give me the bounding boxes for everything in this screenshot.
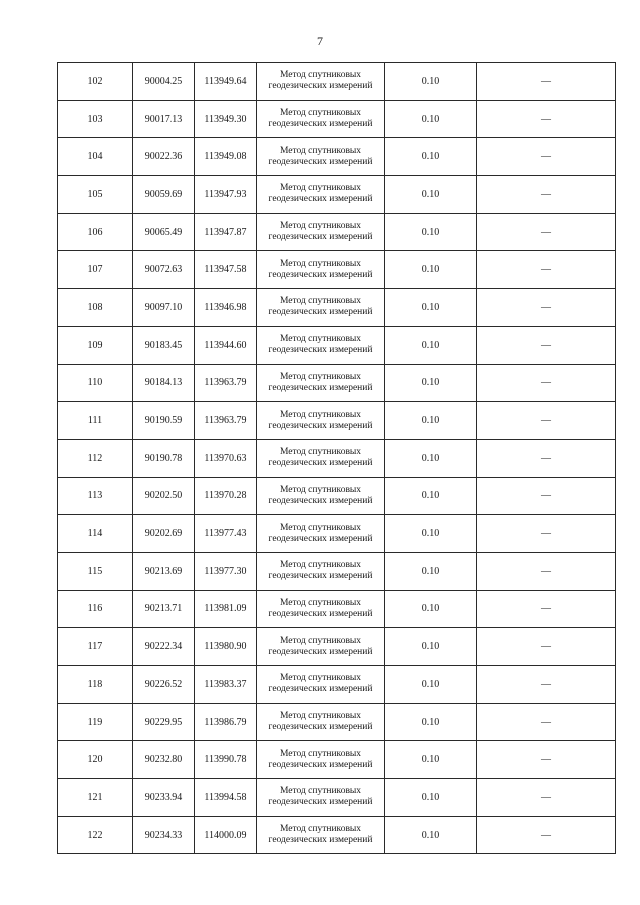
method-line-1: Метод спутниковых — [279, 522, 362, 533]
description-cell: — — [477, 552, 616, 590]
method-cell — [257, 703, 385, 741]
point-number-cell: 105 — [58, 176, 133, 214]
x-coordinate-cell: 90213.71 — [133, 590, 195, 628]
table-row — [58, 439, 616, 477]
y-coordinate-cell: 113949.64 — [195, 63, 257, 101]
y-coordinate-cell: 113946.98 — [195, 289, 257, 327]
method-line-2: геодезических измерений — [268, 382, 373, 393]
point-number-cell: 113 — [58, 477, 133, 515]
method-line-1: Метод спутниковых — [279, 371, 362, 382]
description-cell: — — [477, 100, 616, 138]
description-cell: — — [477, 779, 616, 817]
table-row — [58, 477, 616, 515]
description-cell: — — [477, 364, 616, 402]
description-cell: — — [477, 402, 616, 440]
x-coordinate-cell: 90065.49 — [133, 213, 195, 251]
x-coordinate-cell: 90229.95 — [133, 703, 195, 741]
point-number-cell: 106 — [58, 213, 133, 251]
description-cell: — — [477, 741, 616, 779]
description-cell: — — [477, 666, 616, 704]
method-line-1: Метод спутниковых — [279, 635, 362, 646]
table-row — [58, 816, 616, 854]
x-coordinate-cell: 90234.33 — [133, 816, 195, 854]
method-cell — [257, 213, 385, 251]
point-number-cell: 107 — [58, 251, 133, 289]
point-number-cell: 121 — [58, 779, 133, 817]
method-line-1: Метод спутниковых — [279, 560, 362, 571]
y-coordinate-cell: 113947.93 — [195, 176, 257, 214]
y-coordinate-cell: 113947.58 — [195, 251, 257, 289]
accuracy-cell: 0.10 — [385, 703, 477, 741]
accuracy-cell: 0.10 — [385, 628, 477, 666]
accuracy-cell: 0.10 — [385, 779, 477, 817]
x-coordinate-cell: 90202.50 — [133, 477, 195, 515]
table-row — [58, 364, 616, 402]
x-coordinate-cell: 90017.13 — [133, 100, 195, 138]
point-number-cell: 109 — [58, 326, 133, 364]
accuracy-cell: 0.10 — [385, 741, 477, 779]
description-cell: — — [477, 515, 616, 553]
method-line-2: геодезических измерений — [268, 119, 373, 130]
method-line-1: Метод спутниковых — [279, 447, 362, 458]
x-coordinate-cell: 90183.45 — [133, 326, 195, 364]
y-coordinate-cell: 113970.28 — [195, 477, 257, 515]
x-coordinate-cell: 90059.69 — [133, 176, 195, 214]
x-coordinate-cell: 90184.13 — [133, 364, 195, 402]
table-row — [58, 515, 616, 553]
x-coordinate-cell: 90190.59 — [133, 402, 195, 440]
page-number: 7 — [317, 34, 323, 48]
point-number-cell: 122 — [58, 816, 133, 854]
y-coordinate-cell: 113986.79 — [195, 703, 257, 741]
method-line-2: геодезических измерений — [268, 835, 373, 846]
method-line-2: геодезических измерений — [268, 533, 373, 544]
x-coordinate-cell: 90232.80 — [133, 741, 195, 779]
x-coordinate-cell: 90202.69 — [133, 515, 195, 553]
table-row — [58, 590, 616, 628]
accuracy-cell: 0.10 — [385, 552, 477, 590]
description-cell: — — [477, 439, 616, 477]
description-cell: — — [477, 590, 616, 628]
y-coordinate-cell: 114000.09 — [195, 816, 257, 854]
point-number-cell: 120 — [58, 741, 133, 779]
table-row — [58, 741, 616, 779]
table-row — [58, 666, 616, 704]
description-cell: — — [477, 213, 616, 251]
point-number-cell: 118 — [58, 666, 133, 704]
table-row — [58, 552, 616, 590]
point-number-cell: 103 — [58, 100, 133, 138]
method-line-1: Метод спутниковых — [279, 711, 362, 722]
accuracy-cell: 0.10 — [385, 176, 477, 214]
method-line-2: геодезических измерений — [268, 81, 373, 92]
method-line-1: Метод спутниковых — [279, 597, 362, 608]
point-number-cell: 114 — [58, 515, 133, 553]
accuracy-cell: 0.10 — [385, 326, 477, 364]
method-cell — [257, 590, 385, 628]
method-line-1: Метод спутниковых — [279, 786, 362, 797]
accuracy-cell: 0.10 — [385, 666, 477, 704]
y-coordinate-cell: 113981.09 — [195, 590, 257, 628]
method-cell — [257, 628, 385, 666]
method-line-2: геодезических измерений — [268, 722, 373, 733]
coordinates-table — [57, 62, 616, 854]
method-line-2: геодезических измерений — [268, 420, 373, 431]
method-line-1: Метод спутниковых — [279, 296, 362, 307]
x-coordinate-cell: 90233.94 — [133, 779, 195, 817]
y-coordinate-cell: 113944.60 — [195, 326, 257, 364]
description-cell: — — [477, 816, 616, 854]
description-cell: — — [477, 138, 616, 176]
method-line-2: геодезических измерений — [268, 458, 373, 469]
method-cell — [257, 364, 385, 402]
method-cell — [257, 477, 385, 515]
y-coordinate-cell: 113980.90 — [195, 628, 257, 666]
method-line-1: Метод спутниковых — [279, 145, 362, 156]
point-number-cell: 110 — [58, 364, 133, 402]
y-coordinate-cell: 113977.30 — [195, 552, 257, 590]
method-line-1: Метод спутниковых — [279, 824, 362, 835]
point-number-cell: 111 — [58, 402, 133, 440]
accuracy-cell: 0.10 — [385, 816, 477, 854]
point-number-cell: 119 — [58, 703, 133, 741]
method-cell — [257, 816, 385, 854]
table-row — [58, 289, 616, 327]
method-line-2: геодезических измерений — [268, 232, 373, 243]
method-line-2: геодезических измерений — [268, 571, 373, 582]
method-line-1: Метод спутниковых — [279, 409, 362, 420]
table-row — [58, 213, 616, 251]
method-line-2: геодезических измерений — [268, 797, 373, 808]
method-cell — [257, 439, 385, 477]
y-coordinate-cell: 113949.08 — [195, 138, 257, 176]
x-coordinate-cell: 90097.10 — [133, 289, 195, 327]
method-line-2: геодезических измерений — [268, 156, 373, 167]
x-coordinate-cell: 90222.34 — [133, 628, 195, 666]
y-coordinate-cell: 113963.79 — [195, 402, 257, 440]
method-line-1: Метод спутниковых — [279, 748, 362, 759]
method-cell — [257, 251, 385, 289]
method-line-1: Метод спутниковых — [279, 70, 362, 81]
method-cell — [257, 100, 385, 138]
method-line-1: Метод спутниковых — [279, 183, 362, 194]
method-cell — [257, 63, 385, 101]
method-line-1: Метод спутниковых — [279, 334, 362, 345]
y-coordinate-cell: 113963.79 — [195, 364, 257, 402]
method-cell — [257, 666, 385, 704]
method-line-1: Метод спутниковых — [279, 258, 362, 269]
accuracy-cell: 0.10 — [385, 515, 477, 553]
method-line-2: геодезических измерений — [268, 307, 373, 318]
table-row — [58, 100, 616, 138]
accuracy-cell: 0.10 — [385, 477, 477, 515]
y-coordinate-cell: 113949.30 — [195, 100, 257, 138]
method-line-2: геодезических измерений — [268, 684, 373, 695]
accuracy-cell: 0.10 — [385, 213, 477, 251]
description-cell: — — [477, 289, 616, 327]
accuracy-cell: 0.10 — [385, 439, 477, 477]
point-number-cell: 104 — [58, 138, 133, 176]
point-number-cell: 116 — [58, 590, 133, 628]
y-coordinate-cell: 113983.37 — [195, 666, 257, 704]
accuracy-cell: 0.10 — [385, 63, 477, 101]
point-number-cell: 102 — [58, 63, 133, 101]
table-body — [58, 63, 616, 854]
method-line-2: геодезических измерений — [268, 269, 373, 280]
table-row — [58, 251, 616, 289]
table-row — [58, 779, 616, 817]
table-row — [58, 703, 616, 741]
method-cell — [257, 289, 385, 327]
method-line-1: Метод спутниковых — [279, 673, 362, 684]
method-cell — [257, 741, 385, 779]
description-cell: — — [477, 326, 616, 364]
point-number-cell: 115 — [58, 552, 133, 590]
method-line-2: геодезических измерений — [268, 646, 373, 657]
point-number-cell: 112 — [58, 439, 133, 477]
x-coordinate-cell: 90213.69 — [133, 552, 195, 590]
method-line-2: геодезических измерений — [268, 194, 373, 205]
x-coordinate-cell: 90022.36 — [133, 138, 195, 176]
y-coordinate-cell: 113990.78 — [195, 741, 257, 779]
accuracy-cell: 0.10 — [385, 364, 477, 402]
method-line-2: геодезических измерений — [268, 759, 373, 770]
accuracy-cell: 0.10 — [385, 402, 477, 440]
point-number-cell: 108 — [58, 289, 133, 327]
y-coordinate-cell: 113970.63 — [195, 439, 257, 477]
table-row — [58, 402, 616, 440]
method-line-2: геодезических измерений — [268, 608, 373, 619]
method-cell — [257, 138, 385, 176]
method-line-1: Метод спутниковых — [279, 221, 362, 232]
method-cell — [257, 176, 385, 214]
accuracy-cell: 0.10 — [385, 590, 477, 628]
description-cell: — — [477, 251, 616, 289]
accuracy-cell: 0.10 — [385, 138, 477, 176]
table-row — [58, 138, 616, 176]
description-cell: — — [477, 477, 616, 515]
accuracy-cell: 0.10 — [385, 100, 477, 138]
accuracy-cell: 0.10 — [385, 251, 477, 289]
method-cell — [257, 402, 385, 440]
accuracy-cell: 0.10 — [385, 289, 477, 327]
table-row — [58, 628, 616, 666]
method-line-1: Метод спутниковых — [279, 484, 362, 495]
table-row — [58, 326, 616, 364]
x-coordinate-cell: 90072.63 — [133, 251, 195, 289]
x-coordinate-cell: 90004.25 — [133, 63, 195, 101]
description-cell: — — [477, 703, 616, 741]
method-cell — [257, 779, 385, 817]
description-cell: — — [477, 63, 616, 101]
method-cell — [257, 515, 385, 553]
method-cell — [257, 326, 385, 364]
table-row — [58, 176, 616, 214]
table-row — [58, 63, 616, 101]
method-cell — [257, 552, 385, 590]
method-line-2: геодезических измерений — [268, 495, 373, 506]
method-line-2: геодезических измерений — [268, 345, 373, 356]
y-coordinate-cell: 113947.87 — [195, 213, 257, 251]
method-line-1: Метод спутниковых — [279, 108, 362, 119]
y-coordinate-cell: 113977.43 — [195, 515, 257, 553]
point-number-cell: 117 — [58, 628, 133, 666]
y-coordinate-cell: 113994.58 — [195, 779, 257, 817]
x-coordinate-cell: 90226.52 — [133, 666, 195, 704]
x-coordinate-cell: 90190.78 — [133, 439, 195, 477]
description-cell: — — [477, 628, 616, 666]
description-cell: — — [477, 176, 616, 214]
